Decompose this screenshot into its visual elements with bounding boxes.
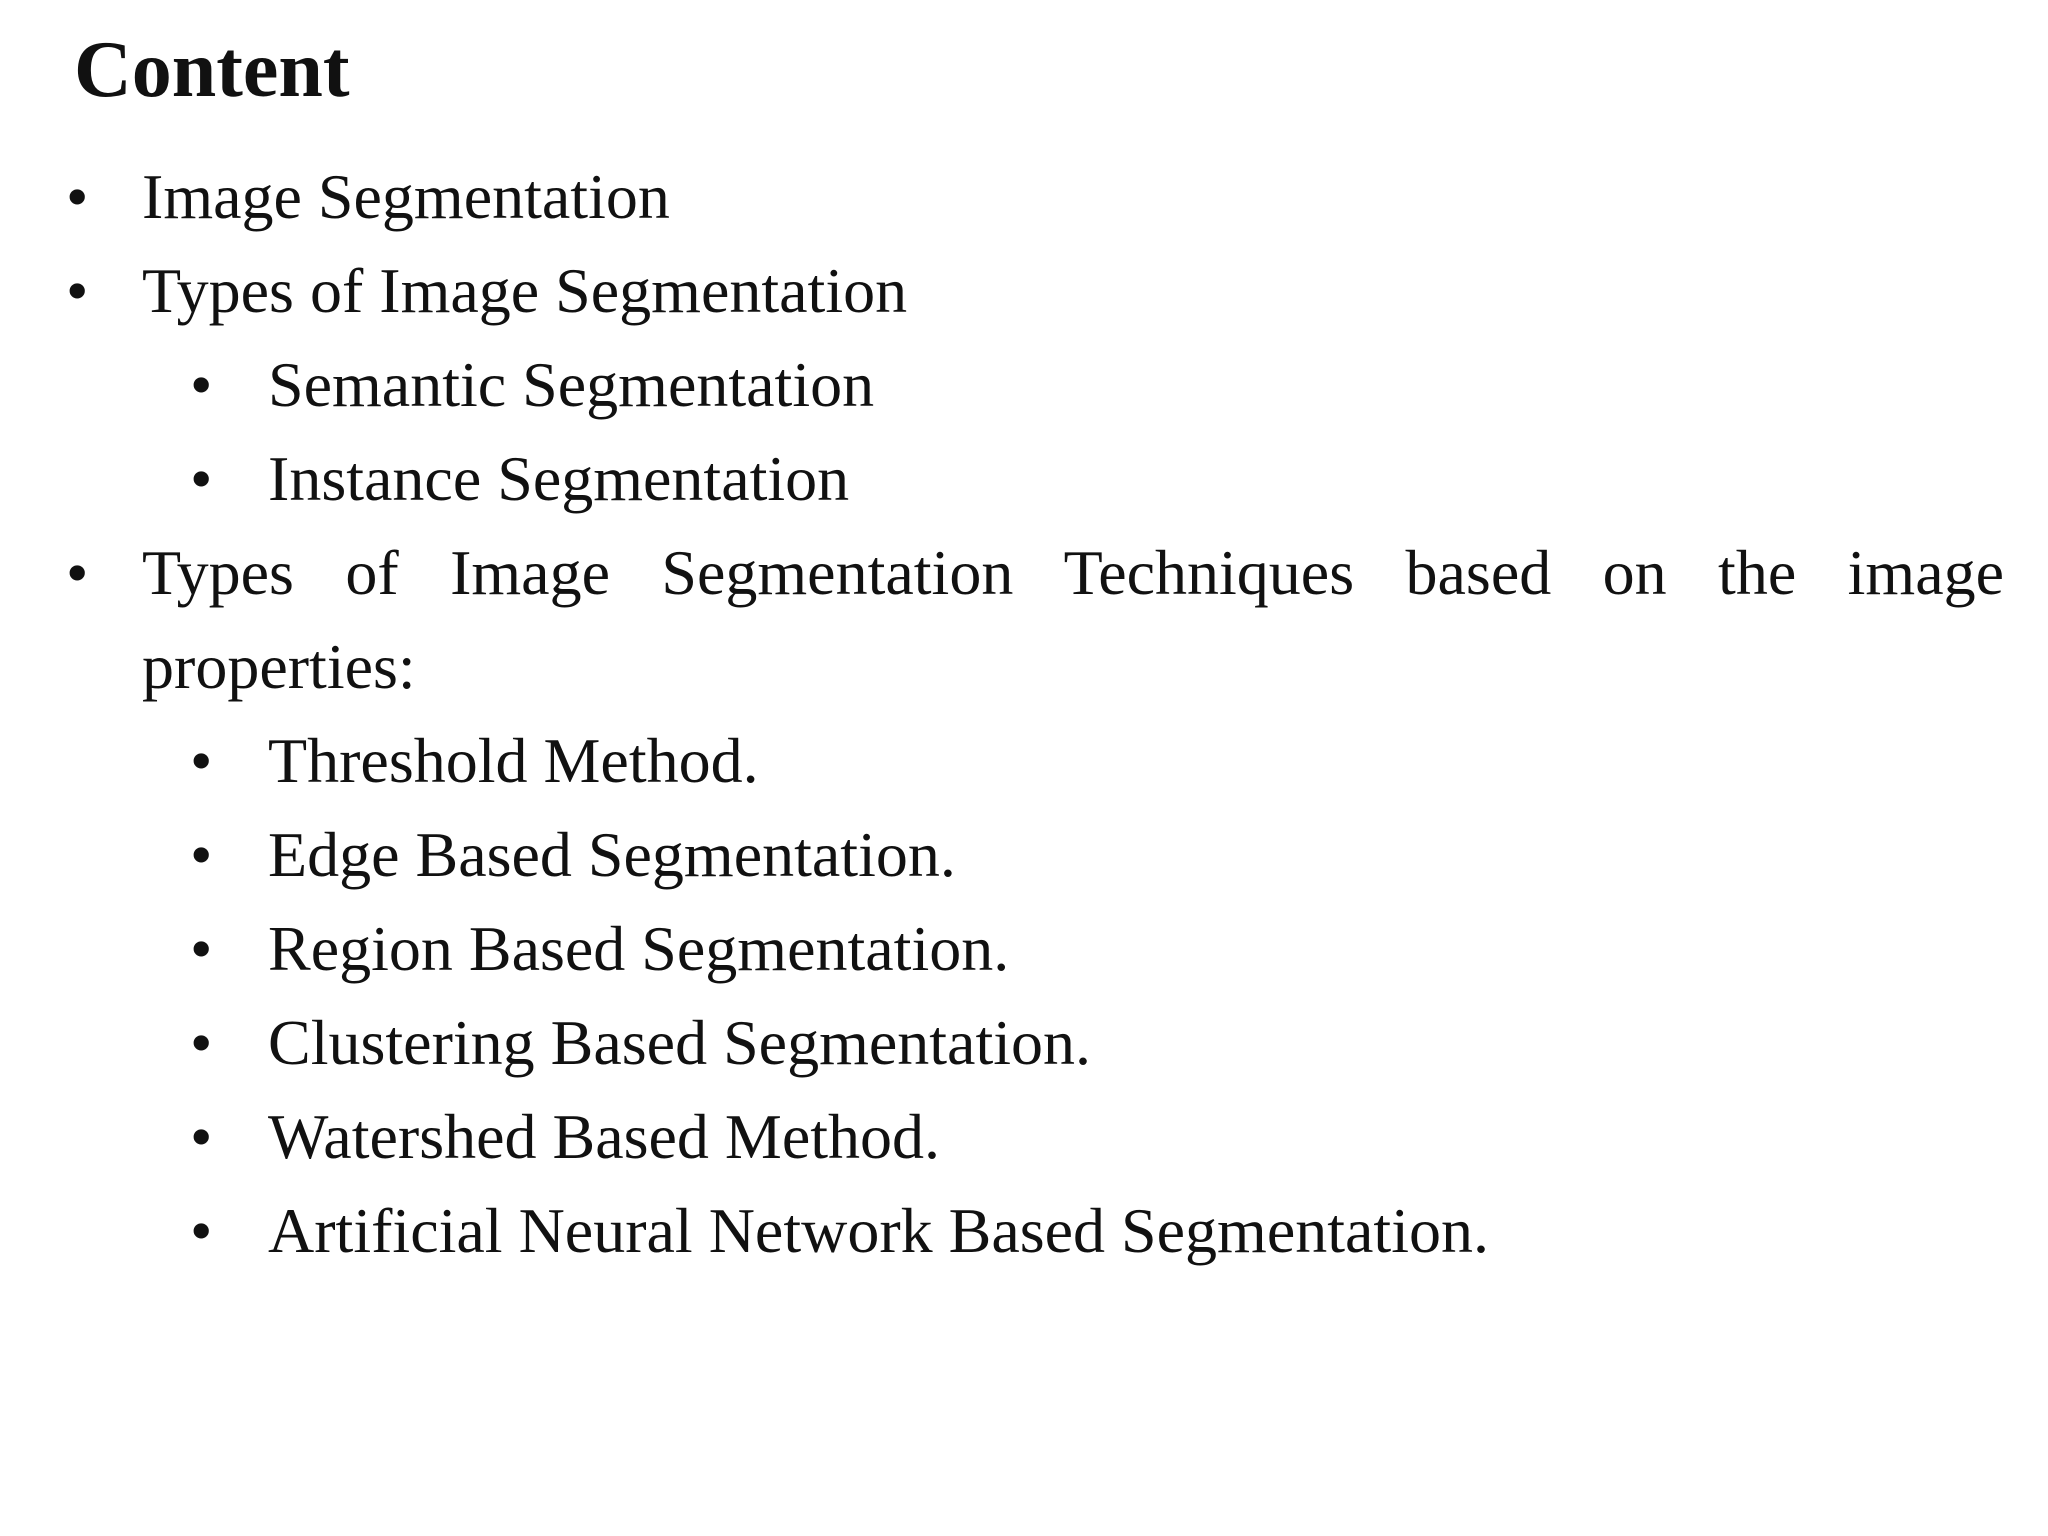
bullet-icon: • — [190, 349, 213, 420]
list-item-text: Image Segmentation — [142, 161, 670, 232]
bullet-icon: • — [190, 725, 213, 796]
list-item-text: Clustering Based Segmentation. — [268, 1007, 1091, 1078]
bullet-icon: • — [66, 537, 89, 608]
bullet-icon: • — [190, 1101, 213, 1172]
list-item-text: Types of Image Segmentation — [142, 255, 908, 326]
list-item-text-line: Types of Image Segmentation Techniques based on the image — [142, 537, 2004, 608]
bullet-icon: • — [190, 913, 213, 984]
slide-title: Content — [74, 26, 350, 114]
list-item-text: Artificial Neural Network Based Segmentation. — [268, 1195, 1489, 1266]
bullet-icon: • — [190, 1195, 213, 1266]
list-item-text: Semantic Segmentation — [268, 349, 875, 420]
bullet-icon: • — [66, 161, 89, 232]
list-item-text: Watershed Based Method. — [268, 1101, 940, 1172]
list-item-text: Region Based Segmentation. — [268, 913, 1010, 984]
bullet-icon: • — [66, 255, 89, 326]
list-item-text: Threshold Method. — [268, 725, 759, 796]
list-item-text: Edge Based Segmentation. — [268, 819, 956, 890]
bullet-icon: • — [190, 819, 213, 890]
list-item-text-line: properties: — [142, 631, 416, 702]
bullet-icon: • — [190, 443, 213, 514]
list-item-text: Instance Segmentation — [268, 443, 850, 514]
list-item-text — [142, 526, 2004, 714]
bullet-icon: • — [190, 1007, 213, 1078]
